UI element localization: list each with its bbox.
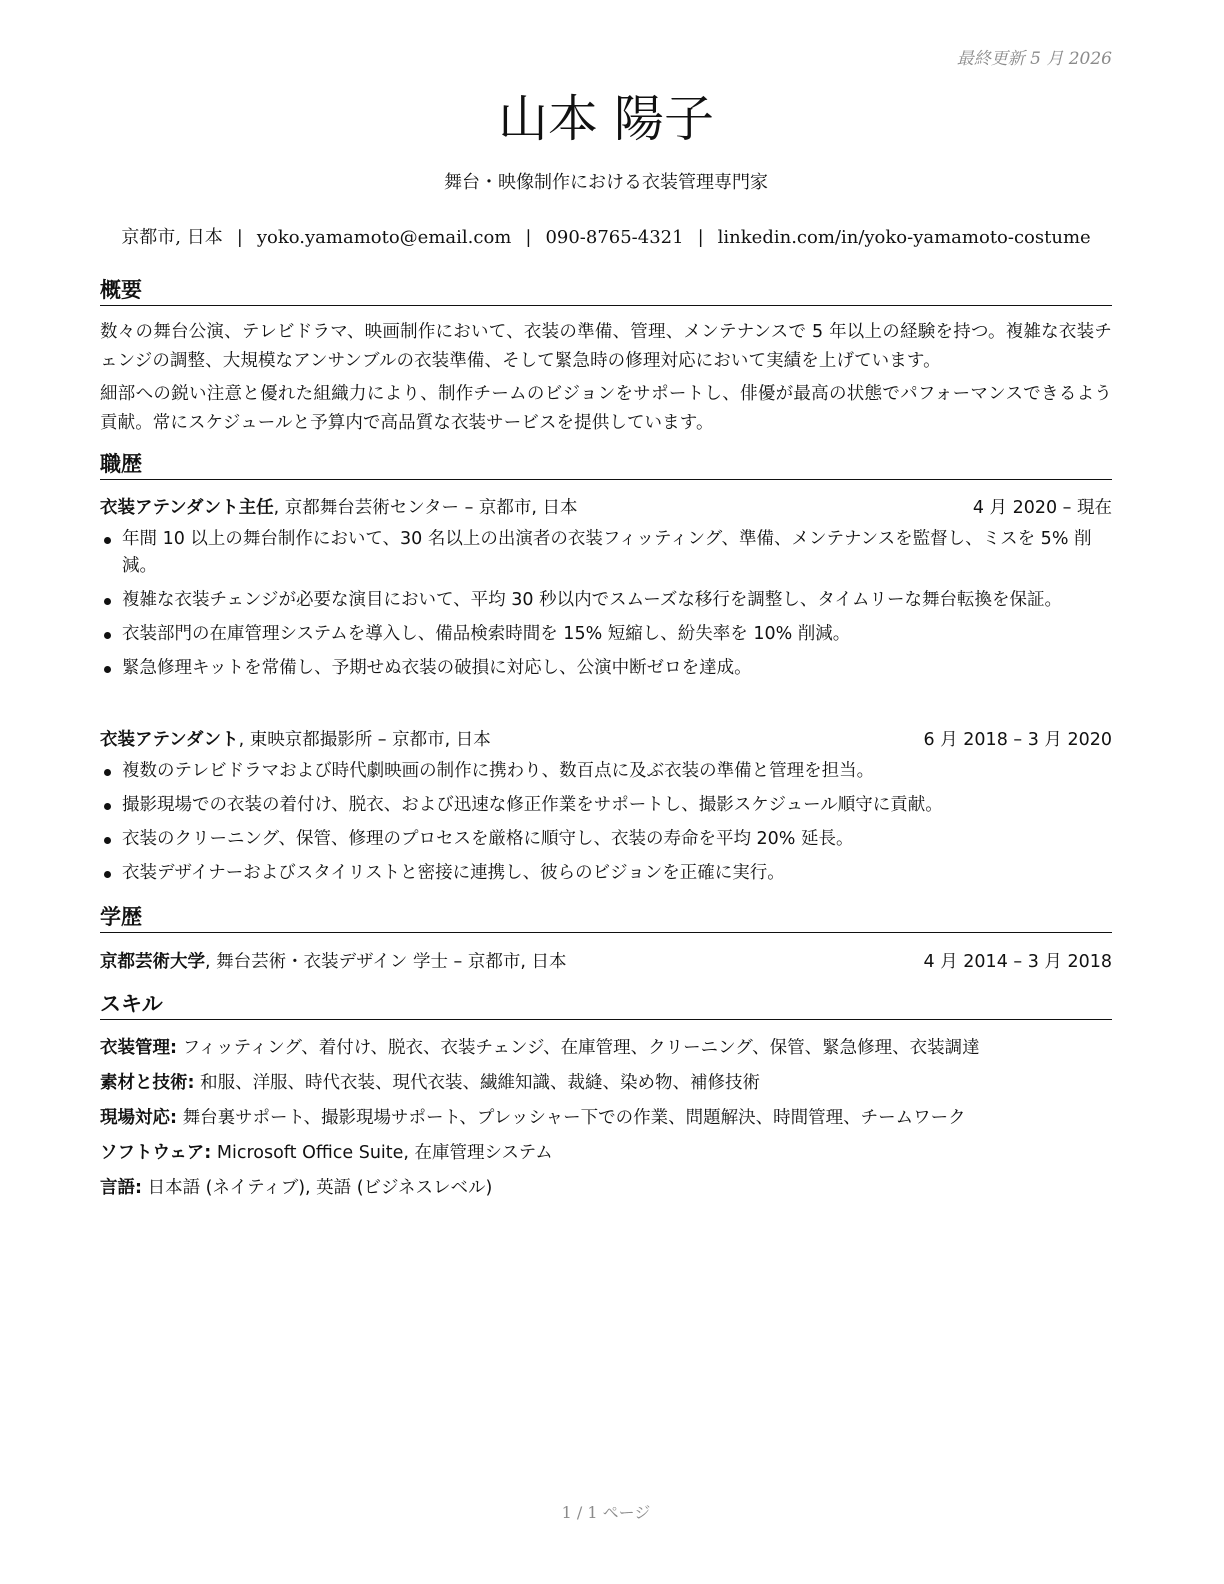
contact-separator: | bbox=[697, 227, 704, 248]
skills-list bbox=[100, 1031, 1112, 1206]
resume-page bbox=[100, 0, 1112, 1584]
list-item: 年間 10 以上の舞台制作において、30 名以上の出演者の衣装フィッティング、準備、メンテナンスを監督し、ミスを 5% 削減。 bbox=[100, 526, 1112, 580]
skill-label: 現場対応: bbox=[100, 1108, 177, 1128]
list-item: 緊急修理キットを常備し、予期せぬ衣装の破損に対応し、公演中断ゼロを達成。 bbox=[100, 655, 1112, 682]
section-title-education: 学歴 bbox=[100, 903, 1112, 933]
job-header bbox=[100, 495, 1112, 521]
skill-value: 舞台裏サポート、撮影現場サポート、プレッシャー下での作業、問題解決、時間管理、チームワーク bbox=[177, 1108, 966, 1128]
contact-separator: | bbox=[236, 227, 243, 248]
skill-row bbox=[100, 1031, 1112, 1066]
summary-paragraph: 細部への鋭い注意と優れた組織力により、制作チームのビジョンをサポートし、俳優が最高の状態でパフォーマンスできるよう貢献。常にスケジュールと予算内で高品質な衣装サービスを提供しています。 bbox=[100, 384, 1112, 433]
contact-line bbox=[100, 225, 1112, 251]
list-item: 衣装部門の在庫管理システムを導入し、備品検索時間を 15% 短縮し、紛失率を 10% 削減。 bbox=[100, 621, 1112, 648]
job-title: 衣装アテンダント bbox=[100, 730, 239, 750]
job-organization: , 東映京都撮影所 – 京都市, 日本 bbox=[238, 730, 491, 750]
list-item: 衣装のクリーニング、保管、修理のプロセスを厳格に順守し、衣装の寿命を平均 20% 延長。 bbox=[100, 826, 1112, 853]
contact-phone: 090-8765-4321 bbox=[545, 227, 684, 248]
job-title: 衣装アテンダント主任 bbox=[100, 498, 274, 518]
skill-row bbox=[100, 1066, 1112, 1101]
list-item: 撮影現場での衣装の着付け、脱衣、および迅速な修正作業をサポートし、撮影スケジュール順守に貢献。 bbox=[100, 792, 1112, 819]
skill-value: フィッティング、着付け、脱衣、衣装チェンジ、在庫管理、クリーニング、保管、緊急修理、衣装調達 bbox=[177, 1038, 980, 1058]
skill-label: ソフトウェア: bbox=[100, 1143, 212, 1163]
degree: , 舞台芸術・衣装デザイン 学士 – 京都市, 日本 bbox=[205, 952, 567, 972]
contact-separator: | bbox=[525, 227, 532, 248]
section-title-summary: 概要 bbox=[100, 276, 1112, 306]
contact-email[interactable]: yoko.yamamoto@email.com bbox=[256, 227, 512, 248]
job-date: 6 月 2018 – 3 月 2020 bbox=[923, 730, 1112, 750]
contact-location: 京都市, 日本 bbox=[121, 227, 223, 248]
job-bullets bbox=[100, 758, 1112, 894]
skill-label: 衣装管理: bbox=[100, 1038, 177, 1058]
contact-linkedin[interactable]: linkedin.com/in/yoko-yamamoto-costume bbox=[717, 227, 1091, 248]
school-name: 京都芸術大学 bbox=[100, 952, 205, 972]
section-title-skills: スキル bbox=[100, 990, 1112, 1020]
list-item: 衣装デザイナーおよびスタイリストと密接に連携し、彼らのビジョンを正確に実行。 bbox=[100, 860, 1112, 887]
summary-paragraph: 数々の舞台公演、テレビドラマ、映画制作において、衣装の準備、管理、メンテナンスで 5 年以上の経験を持つ。複雑な衣装チェンジの調整、大規模なアンサンブルの衣装準備、そして緊急時の修理対応において実績を上げています。 bbox=[100, 322, 1112, 371]
job-header bbox=[100, 727, 1112, 753]
skill-value: 日本語 (ネイティブ), 英語 (ビジネスレベル) bbox=[142, 1178, 493, 1198]
candidate-name: 山本 陽子 bbox=[498, 90, 714, 148]
page-indicator: 1 / 1 ページ bbox=[561, 1503, 651, 1522]
job-organization: , 京都舞台芸術センター – 京都市, 日本 bbox=[273, 498, 578, 518]
skill-label: 素材と技術: bbox=[100, 1073, 195, 1093]
skill-row bbox=[100, 1101, 1112, 1136]
job-bullets bbox=[100, 526, 1112, 689]
list-item: 複数のテレビドラマおよび時代劇映画の制作に携わり、数百点に及ぶ衣装の準備と管理を担当。 bbox=[100, 758, 1112, 785]
skill-row bbox=[100, 1136, 1112, 1171]
education-date: 4 月 2014 – 3 月 2018 bbox=[923, 952, 1112, 972]
skill-row bbox=[100, 1171, 1112, 1206]
skill-label: 言語: bbox=[100, 1178, 142, 1198]
headline: 舞台・映像制作における衣装管理専門家 bbox=[444, 172, 768, 193]
section-title-experience: 職歴 bbox=[100, 450, 1112, 480]
list-item: 複雑な衣装チェンジが必要な演目において、平均 30 秒以内でスムーズな移行を調整し、タイムリーな舞台転換を保証。 bbox=[100, 587, 1112, 614]
education-entry bbox=[100, 949, 1112, 975]
skill-value: Microsoft Office Suite, 在庫管理システム bbox=[211, 1143, 553, 1163]
last-updated: 最終更新 5 月 2026 bbox=[956, 49, 1112, 69]
skill-value: 和服、洋服、時代衣装、現代衣装、繊維知識、裁縫、染め物、補修技術 bbox=[194, 1073, 761, 1093]
job-date: 4 月 2020 – 現在 bbox=[972, 498, 1112, 518]
